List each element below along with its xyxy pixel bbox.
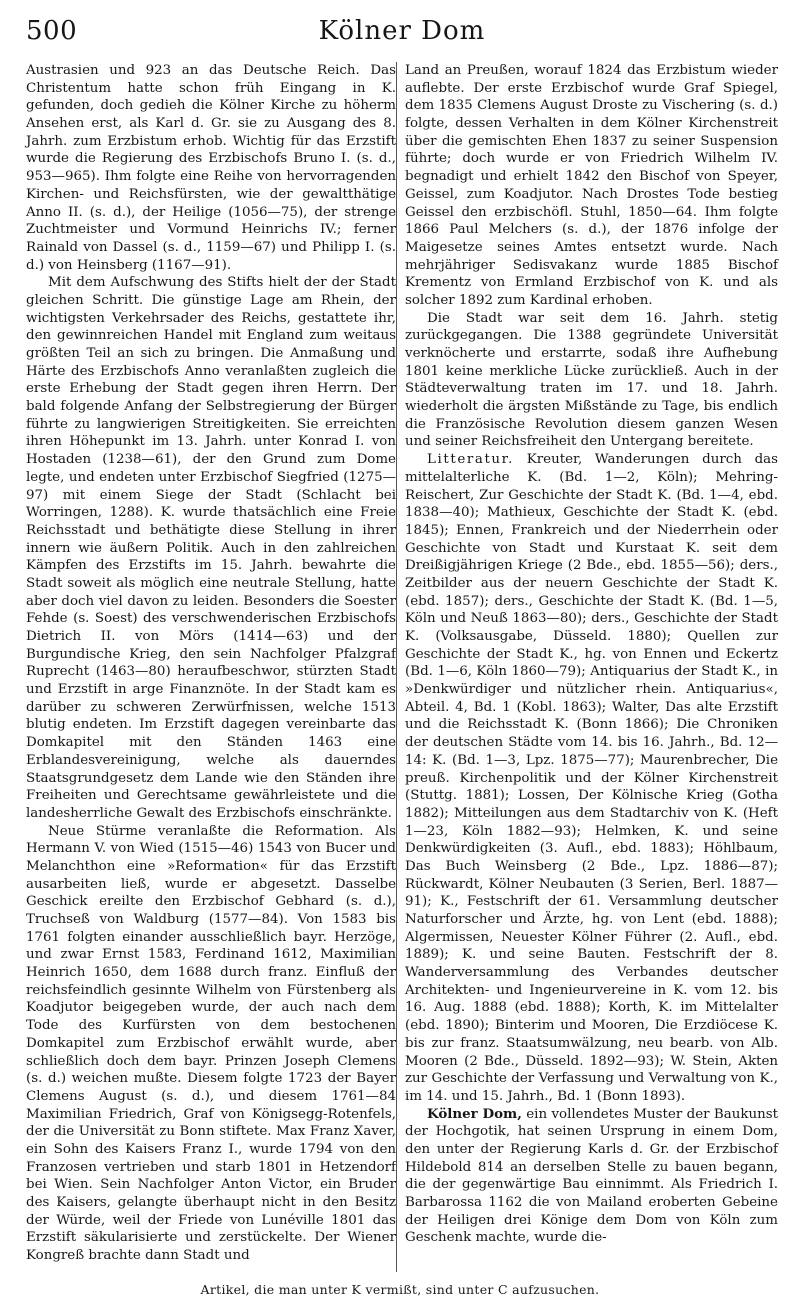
literature-label: Litteratur. [427,452,515,468]
entry-lemma: Kölner Dom, [427,1105,522,1122]
entry-text: ein vollendetes Muster der Baukunst der Hochgotik, hat seinen Ursprung in einem Dom, den unter der Regierung Karls d. Gr. der Erzbischof Hildebold 814 an derselben Stelle zu bauen begann, die der gegenwärtige Bau einnimmt. Als Friedrich I. Barbarossa 1162 die von Mailand eroberten Gebeine der Heiligen drei Könige dem Dom von Köln zum Geschenk machte, wurde die- [405,1106,778,1246]
literature-text: Kreuter, Wanderungen durch das mittelalterliche K. (Bd. 1—2, Köln); Mehring-Reischert, Zur Geschichte der Stadt K. (Bd. 1—4, ebd. 1838—40); Mathieux, Geschichte der Stadt K. (ebd. 1845); Ennen, Frankreich und der Niederrhein oder Geschichte von Stadt und Kurstaat K. seit dem Dreißigjährigen Kriege (2 Bde., ebd. 1855—56); ders., Zeitbilder aus der neuern Geschichte der Stadt K. (ebd. 1857); ders., Geschichte der Stadt K. (Bd. 1—5, Köln und Neuß 1863—80); ders., Geschichte der Stadt K. (Volksausgabe, Düsseld. 1880); Quellen zur Geschichte der Stadt K., hg. von Ennen und Eckertz (Bd. 1—6, Köln 1860—79); Antiquarius der Stadt K., in »Denkwürdiger und nützlicher rhein. Antiquarius«, Abteil. 4, Bd. 1 (Kobl. 1863); Walter, Das alte Erzstift und die Reichsstadt K. (Bonn 1866); Die Chroniken der deutschen Städte vom 14. bis 16. Jahrh., Bd. 12—14: K. (Bd. 1—3, Lpz. 1875—77); Maurenbrecher, Die preuß. Kirchenpolitik und der Kölner Kirchenstreit (Stuttg. 1881); Lossen, Der Kölnische Krieg (Gotha 1882); Mitteilungen aus dem Stadtarchiv von K. (Heft 1—23, Köln 1882—93); Helmken, K. und seine Denkwürdigkeiten (3. Aufl., ebd. 1883); Höhlbaum, Das Buch Weinsberg (2 Bde., Lpz. 1886—87); Rückwardt, Kölner Neubauten (3 Serien, Berl. 1887—91); K., Festschrift der 61. Versammlung deutscher Naturforscher und Ärzte, hg. von Lent (ebd. 1888); Algermissen, Neuester Kölner Führer (2. Aufl., ebd. 1889); K. und seine Bauten. Festschrift der 8. Wanderversammlung des Verbandes deutscher Architekten- und Ingenieurvereine in K. vom 12. bis 16. Aug. 1888 (ebd. 1888); Korth, K. im Mittelalter (ebd. 1890); Binterim und Mooren, Die Erzdiöcese K. bis zur franz. Staatsumwälzung, neu bearb. von Alb. Mooren (2 Bde., Düsseld. 1892—93); W. Stein, Akten zur Geschichte der Verfassung und Verwaltung von K., im 14. und 15. Jahrh., Bd. 1 (Bonn 1893). [405,452,778,1104]
paragraph: Austrasien und 923 an das Deutsche Reich. Das Christentum hatte schon früh Eingang in K. gefunden, doch gedieh die Kölner Kirche zu höherm Ansehen erst, als Karl d. Gr. sie zu Ausgang des 8. Jahrh. zum Erzbistum erhob. Wichtig für das Erzstift wurde die Regierung des Erzbischofs Bruno I. (s. d., 953—965). Ihm folgte eine Reihe von hervorragenden Kirchen- und Reichsfürsten, wie der gewaltthätige Anno II. (s. d.), der Heilige (1056—75), der strenge Zuchtmeister und Vormund Heinrichs IV.; ferner Rainald von Dassel (s. d., 1159—67) und Philipp I. (s. d.) von Heinsberg (1167—91). [26,63,396,273]
paragraph: Die Stadt war seit dem 16. Jahrh. stetig zurückgegangen. Die 1388 gegründete Universität verknöcherte und erstarrte, sodaß ihre Aufhebung 1801 keine merkliche Lücke zurückließ. Auch in der Städteverwaltung traten im 17. und 18. Jahrh. wiederholt die ärgsten Mißstände zu Tage, bis endlich die Französische Revolution diesem ganzen Wesen und seiner Reichsfreiheit den Untergang bereitete. [405,310,778,450]
column-divider [396,62,397,1272]
entry-paragraph [405,1106,778,1248]
paragraph: Land an Preußen, worauf 1824 das Erzbistum wieder auflebte. Der erste Erzbischof wurde Graf Spiegel, dem 1835 Clemens August Droste zu Vischering (s. d.) folgte, dessen Verhalten in dem Kölner Kirchenstreit über die gemischten Ehen 1837 zu seiner Suspension führte; doch wurde er von Friedrich Wilhelm IV. begnadigt und erhielt 1842 den Bischof von Speyer, Geissel, zum Koadjutor. Nach Drostes Tode bestieg Geissel den erzbischöfl. Stuhl, 1850—64. Ihm folgte 1866 Paul Melchers (s. d.), der 1876 infolge der Maigesetze seines Amtes entsetzt wurde. Nach mehrjähriger Sedisvakanz wurde 1885 Bischof Krementz von Ermland Erzbischof von K. und als solcher 1892 zum Kardinal erhoben. [405,63,778,308]
page-number: 500 [26,16,78,46]
paragraph: Neue Stürme veranlaßte die Reformation. Als Hermann V. von Wied (1515—46) 1543 von Bucer und Melanchthon eine »Reformation« für das Erzstift ausarbeiten ließ, wurde er abgesetzt. Dasselbe Geschick ereilte den Erzbischof Gebhard (s. d.), Truchseß von Waldburg (1577—84). Von 1583 bis 1761 folgten einander ausschließlich bayr. Herzöge, und zwar Ernst 1583, Ferdinand 1612, Maximilian Heinrich 1650, dem 1688 durch franz. Einfluß der reichsfeindlich gesinnte Wilhelm von Fürstenberg als Koadjutor beigegeben wurde, der auch nach dem Tode des Kurfürsten von dem bestochenen Domkapitel zum Erzbischof erwählt wurde, aber schließlich doch dem bayr. Prinzen Joseph Clemens (s. d.) weichen mußte. Diesem folgte 1723 der Bayer Clemens August (s. d.), und diesem 1761—84 Maximilian Friedrich, Graf von Königsegg-Rotenfels, der die Universität zu Bonn stiftete. Max Franz Xaver, ein Sohn des Kaisers Franz I., wurde 1794 von den Franzosen vertrieben und starb 1801 in Hetzendorf bei Wien. Sein Nachfolger Anton Victor, ein Bruder des Kaisers, gelangte überhaupt nicht in den Besitz der Würde, weil der Friede von Lunéville 1801 das Erzstift säkularisierte und zerstückelte. Der Wiener Kongreß brachte dann Stadt und [26,823,396,1264]
page-footer-note: Artikel, die man unter K vermißt, sind unter C aufzusuchen. [200,1282,600,1297]
running-title: Kölner Dom [318,16,486,46]
literature-paragraph [405,451,778,1105]
right-column [405,62,778,1247]
paragraph: Mit dem Aufschwung des Stifts hielt der der Stadt gleichen Schritt. Die günstige Lage am Rhein, der wichtigsten Verkehrsader des Reichs, gestattete ihr, den gewinnreichen Handel mit England zum weitaus größten Teil an sich zu bringen. Die Anmaßung und Härte des Erzbischofs Anno veranlaßten zugleich die erste Erhebung der Stadt gegen ihren Herrn. Der bald folgende Anfang der Selbstregierung der Bürger führte zu langwierigen Streitigkeiten. Sie erreichten ihren Höhepunkt im 13. Jahrh. unter Konrad I. von Hostaden (1238—61), der den Grund zum Dome legte, und endeten unter Erzbischof Siegfried (1275—97) mit einem Siege der Stadt (Schlacht bei Worringen, 1288). K. wurde thatsächlich eine Freie Reichsstadt und bethätigte diese Stellung in ihrer innern wie äußern Politik. Auch in den zahlreichen Kämpfen des Erzstifts im 15. Jahrh. bewahrte die Stadt soweit als möglich eine neutrale Stellung, hatte aber doch viel davon zu leiden. Besonders die Soester Fehde (s. Soest) des verschwenderischen Erzbischofs Dietrich II. von Mörs (1414—63) und der Burgundische Krieg, den sein Nachfolger Pfalzgraf Ruprecht (1463—80) heraufbeschwor, stürzten Stadt und Erzstift in arge Finanznöte. In der Stadt kam es darüber zu schweren Zerwürfnissen, welche 1513 blutig endeten. Im Erzstift dagegen vereinbarte das Domkapitel mit den Ständen 1463 eine Erblandesvereinigung, welche als dauerndes Staatsgrundgesetz dem Lande wie den Ständen ihre Freiheiten und Gerechtsame gewährleistete und die landesherrliche Gewalt des Erzbischofs einschränkte. [26,275,396,821]
left-column [26,62,396,1265]
page-header [26,12,778,54]
